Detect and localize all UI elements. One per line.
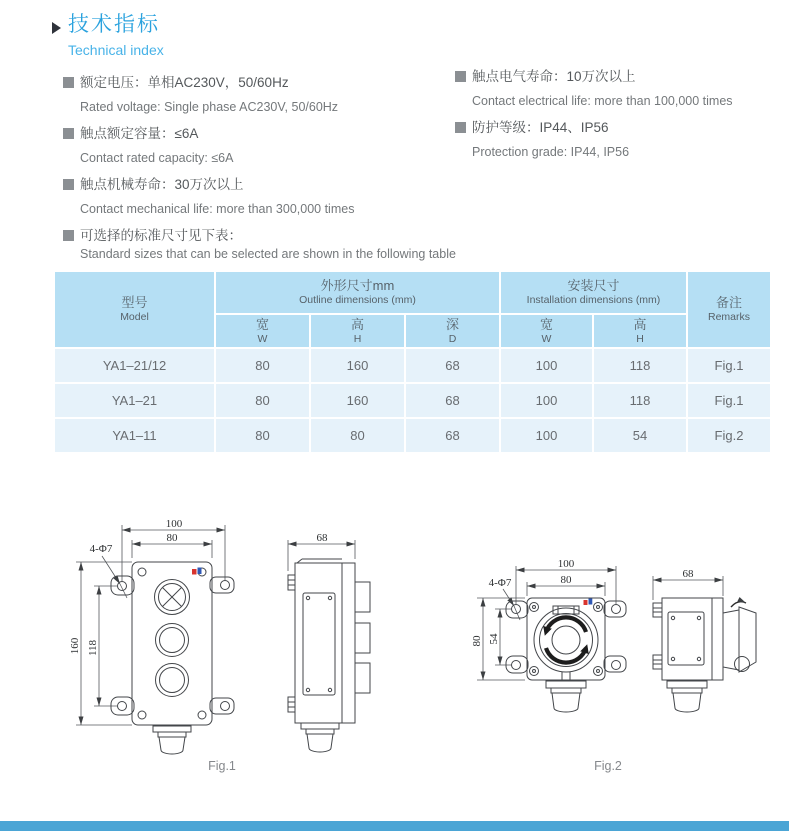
sub-header-height-install: 高 H [594,315,686,347]
sub-header-width-install: 宽 W [501,315,592,347]
spec-text-cn: 额定电压：单相AC230V，50/60Hz [80,75,289,90]
brand-logo-icon [584,599,593,606]
fig2-caption: Fig.2 [594,759,622,773]
specs-right-column [455,68,805,170]
section-arrow-icon [52,22,61,34]
specs-left-column [63,74,455,272]
spec-text-en: Contact mechanical life: more than 300,000 times [80,202,355,216]
dim-label-80: 80 [560,574,572,586]
fig1-front-drawing [69,518,234,754]
mushroom-button-arrow-icon [731,602,746,607]
dim-label-118: 118 [87,639,99,657]
fig2-front-body [506,598,626,712]
fig1-side-drawing [288,532,370,752]
spec-item-mechanical-life [63,176,455,218]
spec-item-electrical-life [455,68,805,110]
table-cell-iw: 100 [501,384,592,417]
spec-item-table-note [63,227,455,263]
table-cell-w: 80 [216,349,309,382]
sub-header-width-outline: 宽 W [216,315,309,347]
table-cell-w: 80 [216,384,309,417]
spec-text-en: Protection grade: IP44, IP56 [472,145,630,159]
table-cell-iw: 100 [501,419,592,452]
dim-label-68: 68 [316,532,328,544]
table-cell-d: 68 [406,419,499,452]
page-header [52,12,164,58]
bullet-square-icon [63,77,74,88]
bullet-square-icon [455,71,466,82]
table-cell-ih: 118 [594,349,686,382]
fig2-side-drawing [653,568,756,712]
table-cell-iw: 100 [501,349,592,382]
table-cell-ih: 118 [594,384,686,417]
spec-item-rated-capacity [63,125,455,167]
spec-text-en: Contact rated capacity: ≤6A [80,151,234,165]
page-title-en: Technical index [68,42,164,58]
col-header-remarks: 备注 Remarks [688,272,770,347]
table-row-model: YA1–21/12 [55,349,214,382]
fig1-side-dimension-lines [288,540,355,571]
dim-label-80: 80 [166,532,178,544]
table-cell-d: 68 [406,384,499,417]
fig2-front-drawing [471,558,626,712]
bullet-square-icon [63,128,74,139]
brand-logo-icon [192,568,202,575]
table-cell-d: 68 [406,349,499,382]
spec-item-protection-grade [455,119,805,161]
sub-header-depth-outline: 深 D [406,315,499,347]
table-row-model: YA1–21 [55,384,214,417]
table-row-model: YA1–11 [55,419,214,452]
bullet-square-icon [63,230,74,241]
spec-text-cn: 触点机械寿命：30万次以上 [80,177,244,192]
dim-label-holes: 4-Φ7 [89,543,113,555]
dim-label-80-v: 80 [471,635,483,647]
spec-text-cn: 防护等级：IP44、IP56 [472,120,609,135]
table-cell-h: 80 [311,419,404,452]
spec-text-en: Standard sizes that can be selected are shown in the following table [80,247,456,261]
dim-label-54: 54 [488,633,500,645]
fig1-side-body [288,559,370,752]
spec-text-en: Rated voltage: Single phase AC230V, 50/60Hz [80,100,339,114]
dim-label-holes: 4-Φ7 [488,577,512,589]
page-title-cn: 技术指标 [68,13,160,36]
spec-text-en: Contact electrical life: more than 100,000 times [472,94,733,108]
spec-text-cn: 触点电气寿命：10万次以上 [472,69,636,84]
dim-label-100: 100 [165,518,183,530]
col-header-model: 型号 Model [55,272,214,347]
spec-text-cn: 触点额定容量：≤6A [80,126,199,141]
fig2-side-body [653,598,756,712]
table-cell-remark: Fig.2 [688,419,770,452]
fig1-front-dimension-lines [76,525,225,725]
technical-drawings [0,495,811,795]
table-cell-ih: 54 [594,419,686,452]
bullet-square-icon [455,122,466,133]
standard-sizes-table [55,272,770,452]
table-cell-w: 80 [216,419,309,452]
bullet-square-icon [63,179,74,190]
sub-header-height-outline: 高 H [311,315,404,347]
dim-label-160: 160 [69,637,81,655]
fig1-caption: Fig.1 [208,759,236,773]
dim-label-100: 100 [557,558,575,570]
table-cell-remark: Fig.1 [688,349,770,382]
spec-text-cn: 可选择的标准尺寸见下表： [80,228,242,243]
col-header-installation-dimensions: 安装尺寸 Installation dimensions (mm) [501,272,686,313]
dim-label-68: 68 [682,568,694,580]
table-cell-h: 160 [311,384,404,417]
table-cell-remark: Fig.1 [688,384,770,417]
table-cell-h: 160 [311,349,404,382]
spec-item-rated-voltage [63,74,455,116]
footer-accent-bar [0,821,789,831]
col-header-outline-dimensions: 外形尺寸mm Outline dimensions (mm) [216,272,499,313]
